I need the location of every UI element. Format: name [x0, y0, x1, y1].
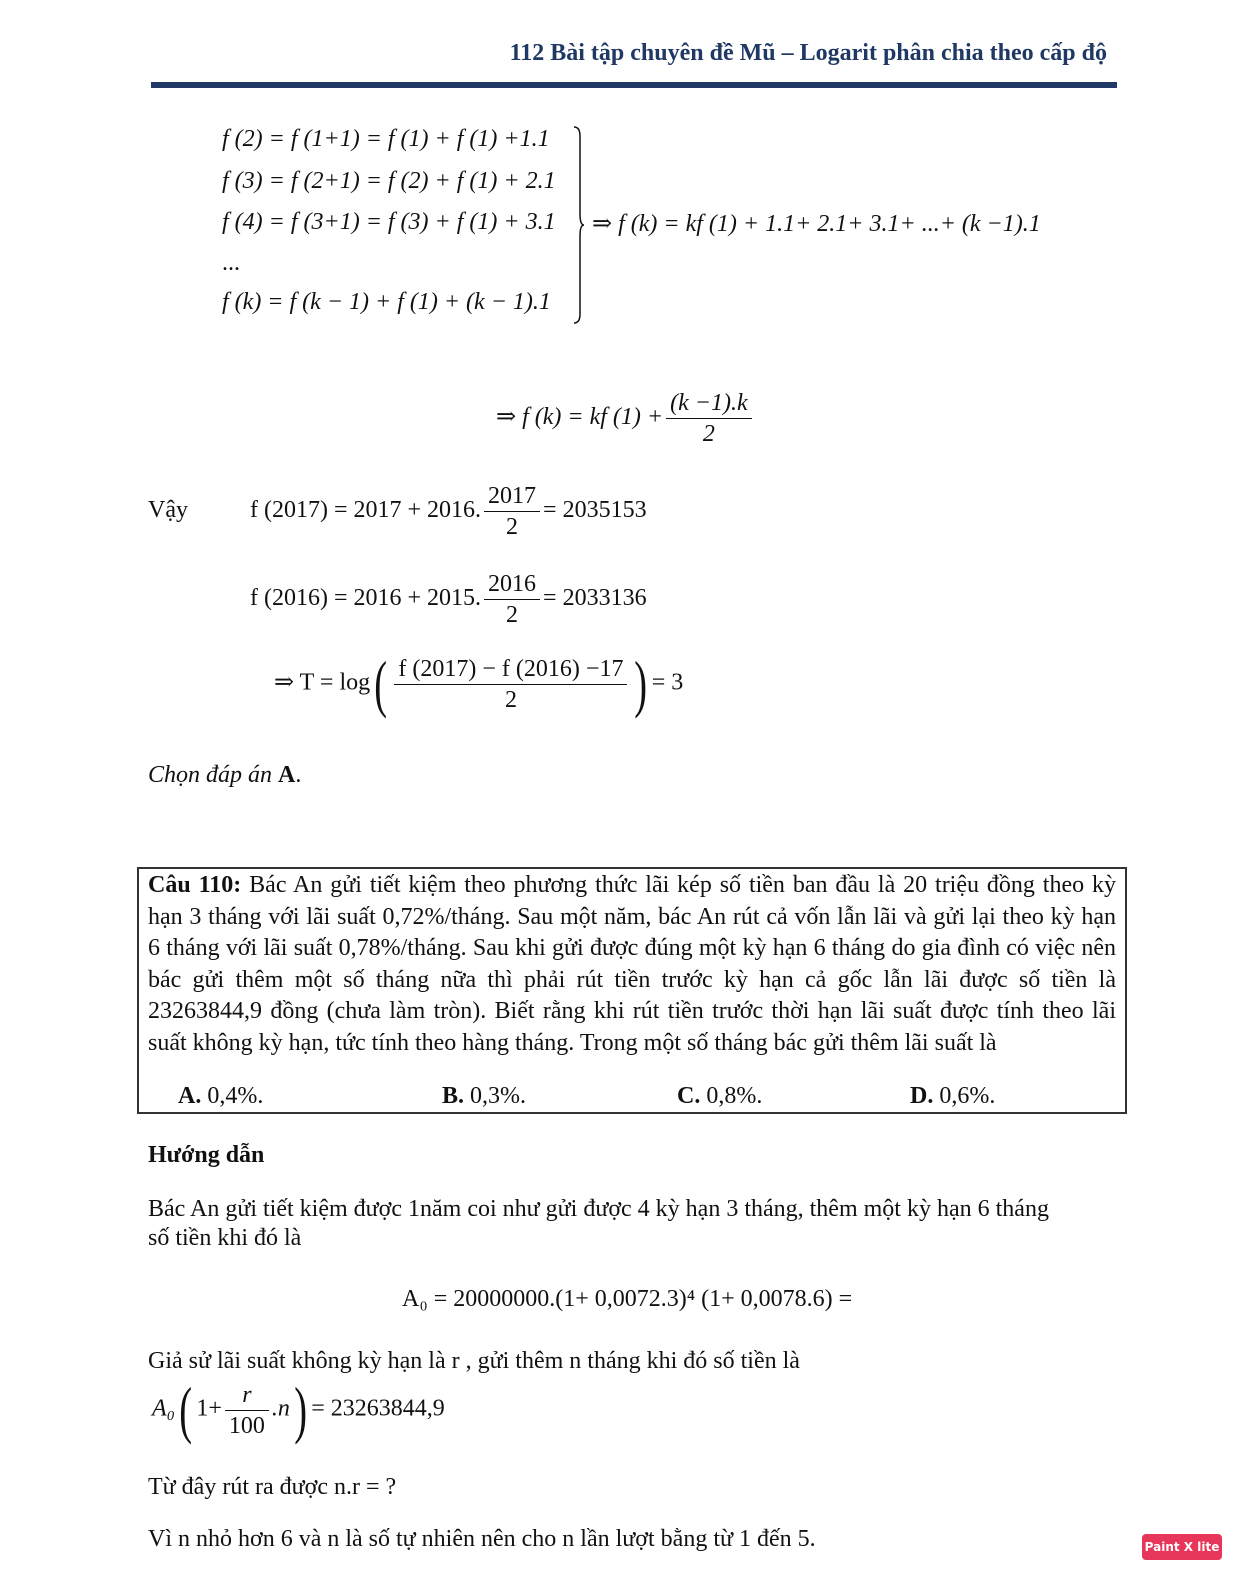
interest-prefix: A₀: [152, 1395, 176, 1422]
system-line-1: f (2) = f (1+1) = f (1) + f (1) +1.1: [222, 126, 550, 152]
T-den: 2: [504, 686, 517, 713]
formula-T: [274, 648, 684, 719]
guide-paragraph-4: Vì n nhỏ hơn 6 và n là số tự nhiên nên cho n lần lượt bằng từ 1 đến 5.: [148, 1526, 816, 1552]
formula-f2016: [250, 569, 647, 630]
f2016-lhs: f (2016) = 2016 + 2015.: [250, 585, 482, 612]
page-header-title: 112 Bài tập chuyên đề Mũ – Logarit phân chia theo cấp độ: [509, 40, 1107, 66]
formula-fk-fraction: [666, 388, 751, 449]
system-line-2: f (3) = f (2+1) = f (2) + f (1) + 2.1: [222, 168, 556, 194]
formula-fk-den: 2: [702, 421, 715, 447]
f2016-den: 2: [506, 602, 519, 628]
interest-fraction: [225, 1380, 269, 1441]
paint-x-lite-watermark: Paint X lite: [1142, 1534, 1222, 1560]
option-b-value: 0,3%.: [470, 1083, 527, 1109]
formula-fk: [496, 388, 755, 449]
vay-label: Vậy: [148, 497, 188, 523]
f2017-fraction: [484, 481, 540, 542]
T-rhs: = 3: [651, 669, 684, 696]
option-c[interactable]: [677, 1083, 762, 1110]
formula-interest: [152, 1374, 445, 1445]
formula-fk-num: (k −1).k: [666, 388, 751, 419]
right-brace: [573, 126, 585, 324]
f2016-num: 2016: [484, 569, 540, 600]
left-paren-icon: (: [374, 648, 388, 719]
guide-paragraph-1-line-1: Bác An gửi tiết kiệm được 1năm coi như gửi được 4 kỳ hạn 3 tháng, thêm một kỳ hạn 6 tháng: [148, 1196, 1049, 1222]
option-a[interactable]: [178, 1083, 263, 1110]
interest-rhs: = 23263844,9: [311, 1395, 445, 1422]
formula-f2017: [250, 481, 647, 542]
question-body: Bác An gửi tiết kiệm theo phương thức lãi kép số tiền ban đầu là 20 triệu đồng theo kỳ hạn 3 tháng với lãi suất 0,72%/tháng. Sau một năm, bác An rút cả vốn lẫn lãi và gửi lại theo kỳ hạn 6 tháng với lãi suất 0,78%/tháng. Sau khi gửi được đúng một kỳ hạn 6 tháng do gia đình có việc nên bác gửi thêm một số tháng nữa thì phải rút tiền trước kỳ hạn cả gốc lẫn lãi được số tiền là 23263844,9 đồng (chưa làm tròn). Biết rằng khi rút tiền trước thời hạn lãi suất được tính theo lãi suất không kỳ hạn, tức tính theo hàng tháng. Trong một số tháng bác gửi thêm lãi suất là: [148, 872, 1117, 1056]
T-fraction: [394, 654, 627, 715]
answer-prefix: Chọn đáp án: [148, 762, 279, 788]
interest-right-paren-icon: ): [294, 1374, 307, 1445]
guide-paragraph-2: Giả sử lãi suất không kỳ hạn là r , gửi thêm n tháng khi đó số tiền là: [148, 1348, 800, 1374]
system-line-3: f (4) = f (3+1) = f (3) + f (1) + 3.1: [222, 209, 556, 235]
question-label: Câu 110:: [148, 872, 242, 898]
option-d-value: 0,6%.: [939, 1083, 996, 1109]
question-text: [148, 870, 1116, 1059]
f2016-fraction: [484, 569, 540, 630]
f2016-rhs: = 2033136: [543, 585, 647, 612]
option-c-value: 0,8%.: [706, 1083, 763, 1109]
system-conclusion: ⇒ f (k) = kf (1) + 1.1+ 2.1+ 3.1+ ...+ (k −1).1: [592, 211, 1041, 237]
answer-suffix: .: [295, 762, 302, 788]
option-b-letter: B.: [442, 1083, 465, 1109]
T-lhs: ⇒ T = log: [274, 669, 371, 696]
option-b[interactable]: [442, 1083, 526, 1110]
interest-inner-right: .n: [271, 1395, 290, 1422]
option-d-letter: D.: [910, 1083, 934, 1109]
header-rule: [151, 82, 1117, 88]
answer-letter: A: [278, 762, 296, 788]
formula-fk-lhs: ⇒ f (k) = kf (1) +: [496, 404, 664, 431]
guide-heading: Hướng dẫn: [148, 1142, 265, 1168]
interest-den: 100: [228, 1412, 265, 1439]
option-d[interactable]: [910, 1083, 995, 1110]
interest-num: r: [225, 1380, 269, 1411]
system-line-5: f (k) = f (k − 1) + f (1) + (k − 1).1: [222, 289, 551, 315]
formula-a0: A₀ = 20000000.(1+ 0,0072.3)⁴ (1+ 0,0078.6) =: [402, 1286, 853, 1312]
f2017-rhs: = 2035153: [543, 497, 647, 524]
T-num: f (2017) − f (2016) −17: [394, 654, 627, 685]
interest-left-paren-icon: (: [179, 1374, 193, 1445]
guide-paragraph-1-line-2: số tiền khi đó là: [148, 1225, 302, 1251]
option-c-letter: C.: [677, 1083, 701, 1109]
f2017-lhs: f (2017) = 2017 + 2016.: [250, 497, 482, 524]
answer-line: [148, 762, 301, 789]
f2017-num: 2017: [484, 481, 540, 512]
guide-paragraph-3: Từ đây rút ra được n.r = ?: [148, 1474, 397, 1500]
option-a-letter: A.: [178, 1083, 202, 1109]
option-a-value: 0,4%.: [207, 1083, 264, 1109]
right-paren-icon: ): [634, 648, 648, 719]
system-line-4: ...: [222, 250, 240, 276]
interest-inner-left: 1+: [196, 1395, 222, 1422]
f2017-den: 2: [506, 514, 519, 540]
